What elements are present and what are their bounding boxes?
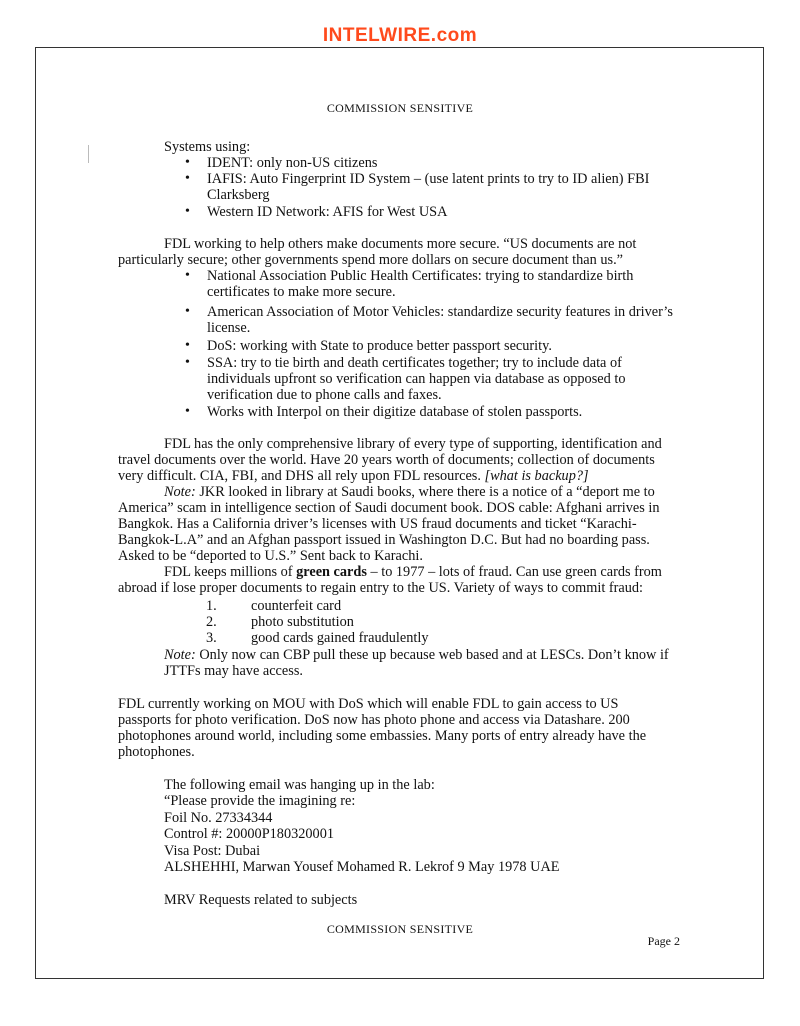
- library-note: [164, 484, 655, 500]
- fraud-item: good cards gained fraudulently: [251, 630, 429, 646]
- bullet: •: [185, 304, 190, 319]
- mou-line: FDL currently working on MOU with DoS which will enable FDL to gain access to US: [118, 696, 619, 712]
- email-line: ALSHEHHI, Marwan Yousef Mohamed R. Lekrof 9 May 1978 UAE: [164, 859, 560, 875]
- bullet: •: [185, 268, 190, 283]
- systems-intro: Systems using:: [164, 139, 251, 155]
- library-note-line: Bangkok-L.A” and an Afghan passport issued in Washington D.C. But had no boarding pass.: [118, 532, 650, 548]
- fraud-num: 2.: [206, 614, 217, 630]
- email-line: “Please provide the imagining re:: [164, 793, 356, 809]
- green-card-line: abroad if lose proper documents to regain entry to the US. Variety of ways to commit fraud:: [118, 580, 644, 596]
- bullet: •: [185, 338, 190, 353]
- fdl-bullet-cont: individuals upfront so verification can happen via database as opposed to: [207, 371, 626, 387]
- fdl-bullet: DoS: working with State to produce better passport security.: [207, 338, 552, 354]
- fdl-bullet: Works with Interpol on their digitize database of stolen passports.: [207, 404, 583, 420]
- email-line: MRV Requests related to subjects: [164, 892, 358, 908]
- email-line: The following email was hanging up in the lab:: [164, 777, 435, 793]
- fraud-item: photo substitution: [251, 614, 354, 630]
- note-label: Note:: [164, 484, 196, 500]
- email-line: Foil No. 27334344: [164, 810, 273, 826]
- fraud-item: counterfeit card: [251, 598, 342, 614]
- bullet: •: [185, 171, 190, 186]
- classification-footer: COMMISSION SENSITIVE: [326, 922, 474, 936]
- systems-item: IDENT: only non-US citizens: [207, 155, 378, 171]
- page-border-left: [35, 47, 36, 979]
- fdl-docs-line: FDL working to help others make documents more secure. “US documents are not: [164, 236, 637, 252]
- classification-header: COMMISSION SENSITIVE: [326, 101, 474, 115]
- page-border-right: [763, 47, 764, 979]
- note-label: Note:: [164, 647, 196, 663]
- library-text: very difficult. CIA, FBI, and DHS all rely upon FDL resources.: [118, 468, 485, 484]
- library-line: FDL has the only comprehensive library of every type of supporting, identification and: [164, 436, 662, 452]
- site-banner: INTELWIRE.com: [322, 25, 478, 46]
- fdl-docs-line: particularly secure; other governments spend more dollars on secure document than us.”: [118, 252, 623, 268]
- library-note-line: Bangkok. Has a California driver’s licenses with US fraud documents and ticket “Karachi-: [118, 516, 637, 532]
- margin-mark: [88, 145, 89, 163]
- mou-line: photophones around world, including some embassies. Many ports of entry already have the: [118, 728, 647, 744]
- library-line: travel documents over the world. Have 20 years worth of documents; collection of documents: [118, 452, 655, 468]
- email-line: Visa Post: Dubai: [164, 843, 261, 859]
- green-text: FDL keeps millions of: [164, 564, 297, 580]
- fraud-num: 1.: [206, 598, 217, 614]
- bullet: •: [185, 204, 190, 219]
- page-border-bottom: [35, 978, 764, 979]
- bullet: •: [185, 404, 190, 419]
- fraud-num: 3.: [206, 630, 217, 646]
- fdl-bullet: American Association of Motor Vehicles: standardize security features in driver’s: [207, 304, 673, 320]
- page-border-top: [35, 47, 764, 48]
- fdl-bullet: SSA: try to tie birth and death certificates together; try to include data of: [207, 355, 622, 371]
- fdl-bullet-cont: license.: [207, 320, 251, 336]
- green-card-line: [164, 564, 662, 580]
- systems-item: Western ID Network: AFIS for West USA: [207, 204, 448, 220]
- mou-line: passports for photo verification. DoS now has photo phone and access via Datashare. 200: [118, 712, 630, 728]
- green-text: – to 1977 – lots of fraud. Can use green cards from: [366, 564, 662, 580]
- fdl-bullet-cont: certificates to make more secure.: [207, 284, 396, 300]
- mou-line: photophones.: [118, 744, 195, 760]
- green-note: [164, 647, 669, 663]
- note-text: JKR looked in library at Saudi books, where there is a notice of a “deport me to: [195, 484, 655, 500]
- green-cards-bold: green cards: [296, 564, 367, 580]
- note-text: Only now can CBP pull these up because web based and at LESCs. Don’t know if: [195, 647, 669, 663]
- systems-item-cont: Clarksberg: [207, 187, 270, 203]
- green-note-line: JTTFs may have access.: [164, 663, 303, 679]
- page-number: Page 2: [647, 934, 680, 948]
- bullet: •: [185, 155, 190, 170]
- email-line: Control #: 20000P180320001: [164, 826, 334, 842]
- bullet: •: [185, 355, 190, 370]
- systems-item: IAFIS: Auto Fingerprint ID System – (use latent prints to try to ID alien) FBI: [207, 171, 650, 187]
- library-note-line: America” scam in intelligence section of Saudi document book. DOS cable: Afghani arrives in: [118, 500, 660, 516]
- fdl-bullet: National Association Public Health Certificates: trying to standardize birth: [207, 268, 634, 284]
- library-line: [118, 468, 589, 484]
- fdl-bullet-cont: verification due to phone calls and faxes.: [207, 387, 442, 403]
- library-note-line: Asked to be “deported to U.S.” Sent back to Karachi.: [118, 548, 423, 564]
- backup-question: [what is backup?]: [484, 468, 589, 484]
